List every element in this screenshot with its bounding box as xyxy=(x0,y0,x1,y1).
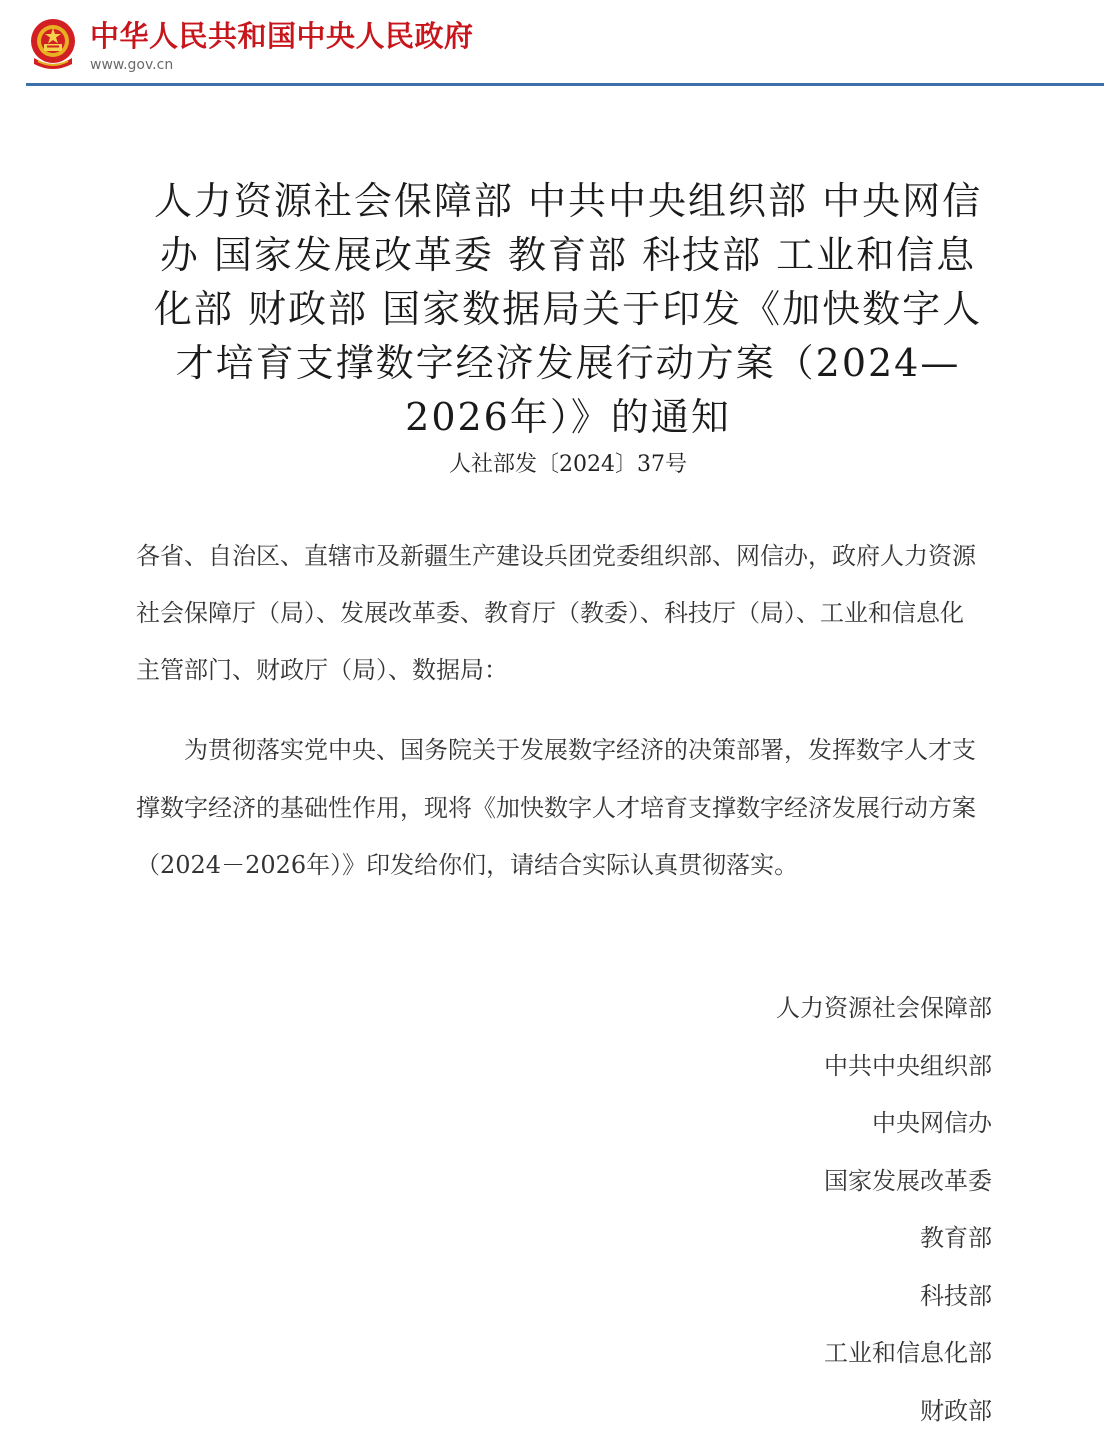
document-title: 人力资源社会保障部 中共中央组织部 中央网信办 国家发展改革委 教育部 科技部 工业和信息化部 财政部 国家数据局关于印发《加快数字人才培育支撑数字经济发展行动方案（2024—2026年）》的通知 xyxy=(153,179,983,439)
signatory-item: 科技部 xyxy=(920,1281,992,1310)
national-emblem-icon[interactable] xyxy=(28,14,78,74)
signatory-item: 工业和信息化部 xyxy=(824,1339,992,1367)
signatory-item: 中共中央组织部 xyxy=(824,1051,992,1080)
site-name[interactable]: 中华人民共和国中央人民政府 xyxy=(90,19,474,53)
site-url[interactable]: www.gov.cn xyxy=(90,57,174,73)
signatory-list xyxy=(600,980,992,1440)
recipients-paragraph: 各省、自治区、直辖市及新疆生产建设兵团党委组织部、网信办，政府人力资源社会保障厅（局）、发展改革委、教育厅（教委）、科技厅（局）、工业和信息化主管部门、财政厅（局）、数据局： xyxy=(136,542,976,684)
signatory-item: 人力资源社会保障部 xyxy=(776,994,992,1022)
header-divider xyxy=(26,83,1104,86)
signatory-item: 国家发展改革委 xyxy=(824,1166,992,1195)
signatory-item: 财政部 xyxy=(920,1396,992,1425)
body-paragraph: 为贯彻落实党中央、国务院关于发展数字经济的决策部署，发挥数字人才支撑数字经济的基础性作用，现将《加快数字人才培育支撑数字经济发展行动方案（2024－2026年）》印发给你们，请结合实际认真贯彻落实。 xyxy=(136,736,976,879)
document-number: 人社部发〔2024〕37号 xyxy=(449,452,687,477)
signatory-item: 教育部 xyxy=(920,1224,992,1252)
signatory-item: 中央网信办 xyxy=(872,1109,992,1137)
site-header xyxy=(0,0,1116,86)
